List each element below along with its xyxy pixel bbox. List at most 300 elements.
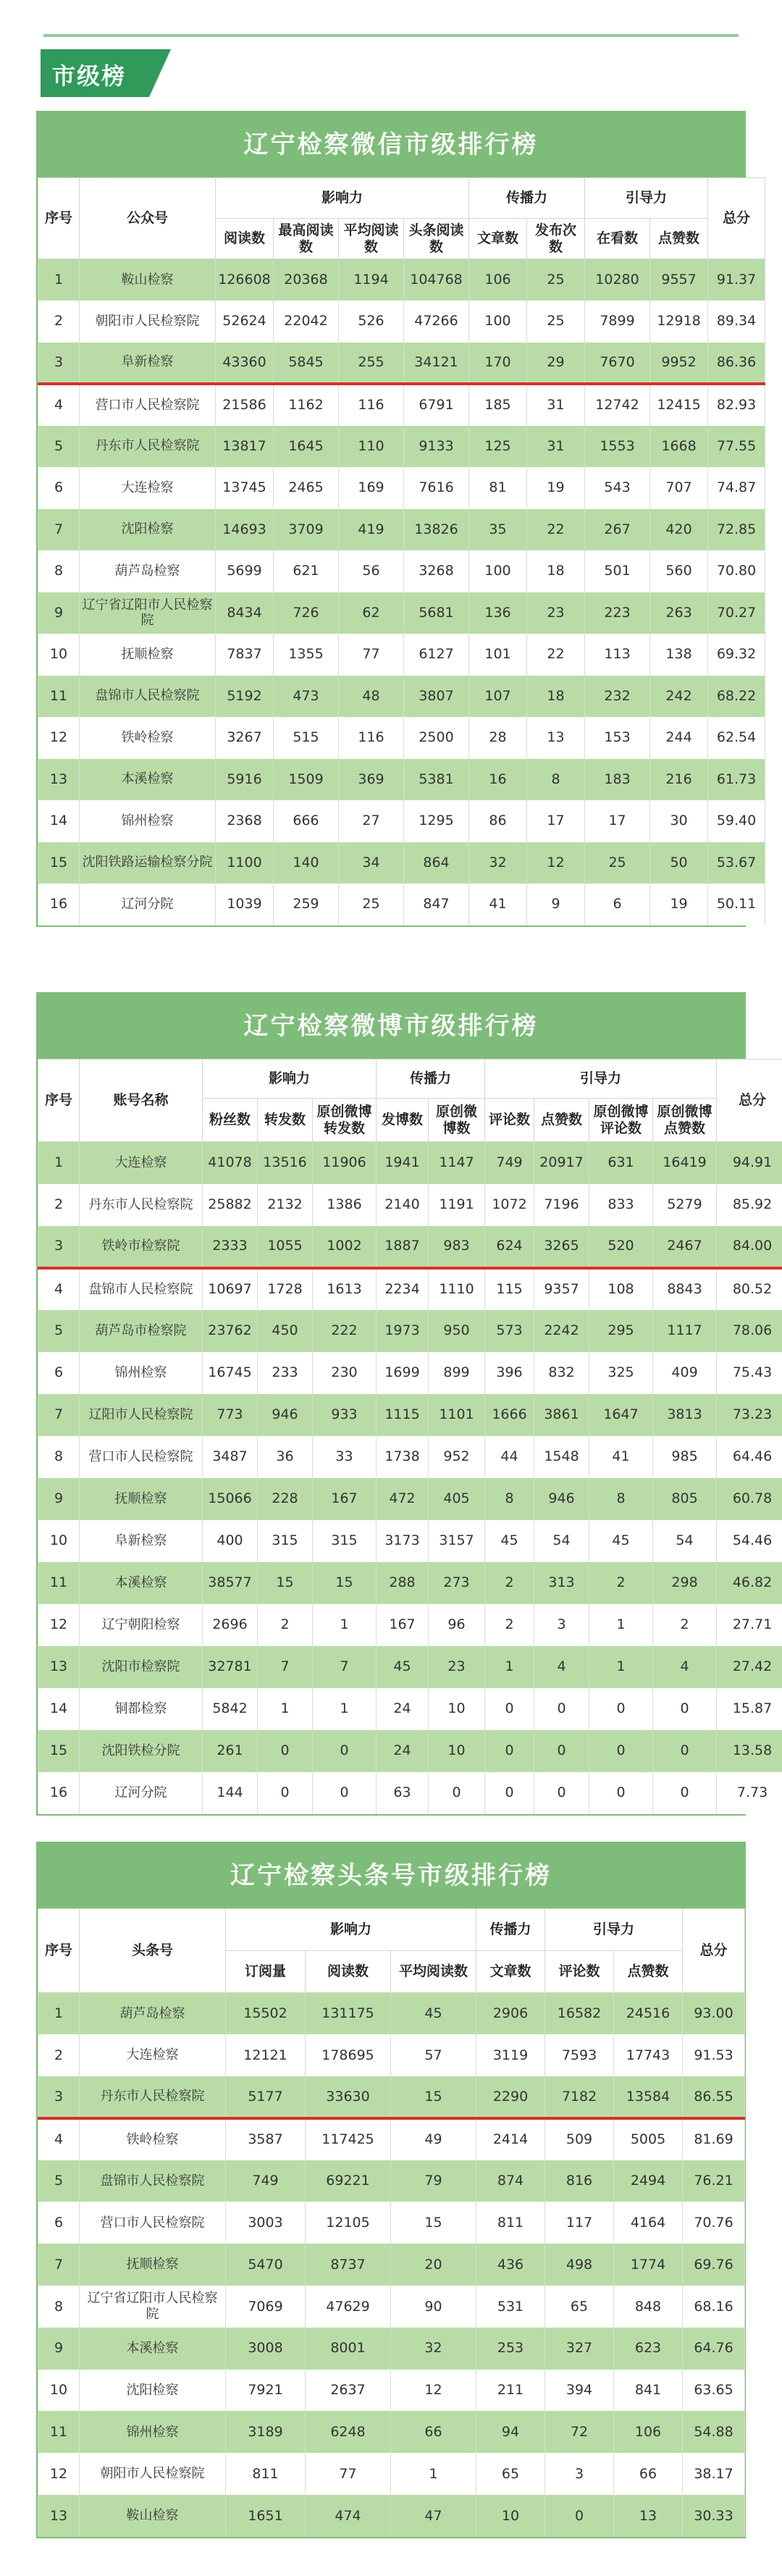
table-row [38,2453,745,2495]
total-score-cell: 46.82 [717,1562,782,1604]
metric-cell: 110 [339,426,404,468]
metric-cell: 65 [545,2286,614,2328]
rank-cell: 11 [38,1562,80,1604]
table-row [38,509,765,551]
metric-cell: 106 [469,259,527,301]
metric-cell: 2906 [476,1993,545,2035]
metric-cell: 54 [534,1520,589,1562]
rank-cell: 9 [38,2328,80,2370]
col-reads-header: 阅读数 [306,1951,391,1993]
total-score-cell: 54.88 [683,2411,745,2453]
rank-cell: 6 [38,2202,80,2244]
metric-cell: 1699 [377,1352,429,1394]
metric-cell: 167 [313,1478,377,1520]
col-orig-comments-header: 原创微博评论数 [589,1099,653,1142]
metric-cell: 3265 [534,1226,589,1268]
metric-cell: 7593 [545,2034,614,2076]
metric-cell: 77 [306,2453,391,2495]
total-score-cell: 68.16 [683,2286,745,2328]
metric-cell: 25 [527,301,585,343]
metric-cell: 16419 [653,1142,717,1184]
col-viewing-header: 在看数 [585,219,650,259]
col-articles-header: 文章数 [469,219,527,259]
account-name-cell: 葫芦岛市检察院 [80,1310,203,1352]
account-name-cell: 盘锦市人民检察院 [80,2160,226,2202]
account-name-cell: 锦州检察 [80,2411,226,2453]
metric-cell: 136 [469,592,527,634]
metric-cell: 47 [391,2495,476,2537]
account-name-cell: 铁岭检察 [80,717,216,759]
metric-cell: 1 [313,1604,377,1646]
metric-cell: 34 [339,842,404,884]
metric-cell: 8843 [653,1268,717,1310]
metric-cell: 1645 [274,426,339,468]
metric-cell: 933 [313,1394,377,1436]
table-row [38,301,765,343]
metric-cell: 2 [589,1562,653,1604]
metric-cell: 474 [306,2495,391,2537]
rank-cell: 2 [38,2034,80,2076]
metric-cell: 3173 [377,1520,429,1562]
metric-cell: 12 [527,842,585,884]
account-name-cell: 抚顺检察 [80,2244,226,2286]
metric-cell: 13584 [614,2076,683,2118]
metric-cell: 17743 [614,2034,683,2076]
metric-cell: 3189 [226,2411,306,2453]
total-score-cell: 64.76 [683,2328,745,2370]
metric-cell: 3157 [429,1520,485,1562]
rank-cell: 12 [38,1604,80,1646]
metric-cell: 6127 [404,634,469,676]
metric-cell: 8 [485,1478,534,1520]
table-row [38,676,765,718]
metric-cell: 10697 [203,1268,258,1310]
account-name-cell: 朝阳市人民检察院 [80,301,216,343]
col-orig-posts-header: 原创微博数 [429,1099,485,1142]
rank-cell: 7 [38,1394,80,1436]
metric-cell: 773 [203,1394,258,1436]
group-influence-header: 影响力 [226,1909,476,1951]
metric-cell: 0 [589,1772,653,1814]
metric-cell: 23 [527,592,585,634]
col-max-reads-header: 最高阅读数 [274,219,339,259]
table-row [38,1268,782,1310]
metric-cell: 3008 [226,2328,306,2370]
metric-cell: 16 [469,759,527,801]
metric-cell: 864 [404,842,469,884]
metric-cell: 72 [545,2411,614,2453]
rank-cell: 7 [38,509,80,551]
metric-cell: 2637 [306,2370,391,2412]
metric-cell: 169 [339,467,404,509]
metric-cell: 54 [653,1520,717,1562]
toutiao-ranking-panel [36,1842,746,2538]
total-score-cell: 84.00 [717,1226,782,1268]
metric-cell: 69221 [306,2160,391,2202]
metric-cell: 19 [527,467,585,509]
metric-cell: 1668 [650,426,708,468]
metric-cell: 848 [614,2286,683,2328]
metric-cell: 1941 [377,1142,429,1184]
account-name-cell: 沈阳市检察院 [80,1646,203,1688]
metric-cell: 20368 [274,259,339,301]
rank-cell: 2 [38,1184,80,1226]
metric-cell: 41 [469,884,527,926]
metric-cell: 27 [339,800,404,842]
metric-cell: 5845 [274,343,339,385]
table-row [38,467,765,509]
metric-cell: 16582 [545,1993,614,2035]
col-total-header: 总分 [683,1909,745,1993]
metric-cell: 10280 [585,259,650,301]
account-name-cell: 鞍山检察 [80,259,216,301]
table-row [38,2370,745,2412]
metric-cell: 288 [377,1562,429,1604]
metric-cell: 15066 [203,1478,258,1520]
metric-cell: 1147 [429,1142,485,1184]
metric-cell: 45 [589,1520,653,1562]
metric-cell: 211 [476,2370,545,2412]
metric-cell: 7182 [545,2076,614,2118]
metric-cell: 3861 [534,1394,589,1436]
col-avg-reads-header: 平均阅读数 [391,1951,476,1993]
metric-cell: 24516 [614,1993,683,2035]
metric-cell: 261 [203,1730,258,1772]
metric-cell: 811 [476,2202,545,2244]
account-name-cell: 营口市人民检察院 [80,1436,203,1478]
wechat-ranking-title: 辽宁检察微信市级排行榜 [38,112,744,177]
metric-cell: 170 [469,343,527,385]
table-row [38,259,765,301]
total-score-cell: 27.42 [717,1646,782,1688]
metric-cell: 1191 [429,1184,485,1226]
total-score-cell: 60.78 [717,1478,782,1520]
metric-cell: 7 [258,1646,313,1688]
metric-cell: 12415 [650,384,708,426]
metric-cell: 4 [534,1646,589,1688]
metric-cell: 3267 [216,717,274,759]
metric-cell: 10 [429,1730,485,1772]
table-row [38,550,765,592]
metric-cell: 899 [429,1352,485,1394]
metric-cell: 11906 [313,1142,377,1184]
metric-cell: 19 [650,884,708,926]
col-likes-header: 点赞数 [614,1951,683,1993]
account-name-cell: 盘锦市人民检察院 [80,676,216,718]
metric-cell: 1887 [377,1226,429,1268]
group-spread-header: 传播力 [377,1060,485,1099]
metric-cell: 621 [274,550,339,592]
metric-cell: 9133 [404,426,469,468]
rank-cell: 5 [38,426,80,468]
metric-cell: 1651 [226,2495,306,2537]
total-score-cell: 93.00 [683,1993,745,2035]
account-name-cell: 阜新检察 [80,343,216,385]
rank-cell: 8 [38,550,80,592]
metric-cell: 1774 [614,2244,683,2286]
metric-cell: 17 [527,800,585,842]
metric-cell: 22 [527,509,585,551]
metric-cell: 5177 [226,2076,306,2118]
table-row [38,1184,782,1226]
total-score-cell: 70.27 [708,592,765,634]
metric-cell: 12742 [585,384,650,426]
table-row [38,1772,782,1814]
table-row [38,2034,745,2076]
metric-cell: 1072 [485,1184,534,1226]
metric-cell: 1 [589,1604,653,1646]
metric-cell: 23 [429,1646,485,1688]
rank-cell: 11 [38,676,80,718]
account-name-cell: 抚顺检察 [80,634,216,676]
col-account-header: 头条号 [80,1909,226,1993]
rank-cell: 4 [38,1268,80,1310]
metric-cell: 1194 [339,259,404,301]
metric-cell: 20917 [534,1142,589,1184]
table-row [38,2411,745,2453]
metric-cell: 5699 [216,550,274,592]
metric-cell: 450 [258,1310,313,1352]
metric-cell: 244 [650,717,708,759]
metric-cell: 107 [469,676,527,718]
metric-cell: 9 [527,884,585,926]
rank-cell: 16 [38,1772,80,1814]
weibo-ranking-table [38,1059,782,1814]
metric-cell: 833 [589,1184,653,1226]
metric-cell: 14693 [216,509,274,551]
table-row [38,343,765,385]
metric-cell: 52624 [216,301,274,343]
total-score-cell: 85.92 [717,1184,782,1226]
table-row [38,634,765,676]
metric-cell: 515 [274,717,339,759]
rank-cell: 7 [38,2244,80,2286]
metric-cell: 805 [653,1478,717,1520]
metric-cell: 116 [339,717,404,759]
metric-cell: 22 [527,634,585,676]
metric-cell: 23762 [203,1310,258,1352]
col-articles-header: 文章数 [476,1951,545,1993]
metric-cell: 31 [527,384,585,426]
table-row [38,426,765,468]
metric-cell: 0 [313,1772,377,1814]
metric-cell: 4164 [614,2202,683,2244]
rank-cell: 3 [38,1226,80,1268]
table-row [38,1562,782,1604]
metric-cell: 847 [404,884,469,926]
col-comments-header: 评论数 [545,1951,614,1993]
account-name-cell: 沈阳检察 [80,509,216,551]
metric-cell: 10 [429,1688,485,1730]
metric-cell: 79 [391,2160,476,2202]
metric-cell: 222 [313,1310,377,1352]
metric-cell: 36 [258,1436,313,1478]
weibo-ranking-title: 辽宁检察微博市级排行榜 [38,994,744,1059]
metric-cell: 7196 [534,1184,589,1226]
metric-cell: 874 [476,2160,545,2202]
col-orig-reposts-header: 原创微博转发数 [313,1099,377,1142]
metric-cell: 420 [650,509,708,551]
wechat-ranking-body [38,259,765,926]
metric-cell: 66 [391,2411,476,2453]
metric-cell: 509 [545,2118,614,2160]
col-head-reads-header: 头条阅读数 [404,219,469,259]
rank-cell: 13 [38,759,80,801]
account-name-cell: 丹东市人民检察院 [80,1184,203,1226]
total-score-cell: 62.54 [708,717,765,759]
metric-cell: 3587 [226,2118,306,2160]
metric-cell: 12105 [306,2202,391,2244]
metric-cell: 1666 [485,1394,534,1436]
total-score-cell: 91.37 [708,259,765,301]
metric-cell: 472 [377,1478,429,1520]
metric-cell: 832 [534,1352,589,1394]
metric-cell: 35 [469,509,527,551]
metric-cell: 8 [527,759,585,801]
metric-cell: 0 [485,1688,534,1730]
metric-cell: 117 [545,2202,614,2244]
metric-cell: 115 [485,1268,534,1310]
total-score-cell: 80.52 [717,1268,782,1310]
metric-cell: 8 [589,1478,653,1520]
metric-cell: 7 [313,1646,377,1688]
table-row [38,884,765,926]
col-account-header: 公众号 [80,178,216,259]
table-row [38,759,765,801]
rank-cell: 14 [38,1688,80,1730]
metric-cell: 47629 [306,2286,391,2328]
metric-cell: 0 [589,1730,653,1772]
metric-cell: 8434 [216,592,274,634]
account-name-cell: 辽宁省辽阳市人民检察院 [80,592,216,634]
metric-cell: 25 [527,259,585,301]
group-spread-header: 传播力 [476,1909,545,1951]
metric-cell: 3268 [404,550,469,592]
metric-cell: 138 [650,634,708,676]
account-name-cell: 辽河分院 [80,884,216,926]
metric-cell: 183 [585,759,650,801]
table-row [38,1604,782,1646]
metric-cell: 2132 [258,1184,313,1226]
col-likes-header: 点赞数 [650,219,708,259]
metric-cell: 43360 [216,343,274,385]
metric-cell: 20 [391,2244,476,2286]
metric-cell: 9952 [650,343,708,385]
rank-cell: 4 [38,2118,80,2160]
metric-cell: 0 [589,1688,653,1730]
metric-cell: 6248 [306,2411,391,2453]
total-score-cell: 94.91 [717,1142,782,1184]
table-row [38,717,765,759]
metric-cell: 5842 [203,1688,258,1730]
group-influence-header: 影响力 [203,1060,377,1099]
col-account-header: 账号名称 [80,1060,203,1142]
account-name-cell: 丹东市人民检察院 [80,2076,226,2118]
metric-cell: 2368 [216,800,274,842]
total-score-cell: 50.11 [708,884,765,926]
account-name-cell: 辽河分院 [80,1772,203,1814]
metric-cell: 0 [534,1772,589,1814]
metric-cell: 255 [339,343,404,385]
col-posts-header: 发博数 [377,1099,429,1142]
metric-cell: 253 [476,2328,545,2370]
total-score-cell: 68.22 [708,676,765,718]
metric-cell: 30 [650,800,708,842]
metric-cell: 3813 [653,1394,717,1436]
metric-cell: 25 [585,842,650,884]
metric-cell: 419 [339,509,404,551]
metric-cell: 31 [527,426,585,468]
rank-cell: 15 [38,1730,80,1772]
total-score-cell: 86.55 [683,2076,745,2118]
table-row [38,2160,745,2202]
metric-cell: 4 [653,1646,717,1688]
metric-cell: 117425 [306,2118,391,2160]
col-avg-reads-header: 平均阅读数 [339,219,404,259]
metric-cell: 631 [589,1142,653,1184]
metric-cell: 3119 [476,2034,545,2076]
account-name-cell: 本溪检察 [80,2328,226,2370]
metric-cell: 22042 [274,301,339,343]
total-score-cell: 91.53 [683,2034,745,2076]
metric-cell: 38577 [203,1562,258,1604]
metric-cell: 66 [614,2453,683,2495]
metric-cell: 140 [274,842,339,884]
metric-cell: 185 [469,384,527,426]
metric-cell: 12121 [226,2034,306,2076]
metric-cell: 0 [485,1730,534,1772]
total-score-cell: 73.23 [717,1394,782,1436]
table-row [38,1730,782,1772]
total-score-cell: 7.73 [717,1772,782,1814]
metric-cell: 327 [545,2328,614,2370]
metric-cell: 113 [585,634,650,676]
metric-cell: 100 [469,550,527,592]
metric-cell: 2467 [653,1226,717,1268]
account-name-cell: 锦州检察 [80,1352,203,1394]
metric-cell: 24 [377,1688,429,1730]
group-influence-header: 影响力 [216,178,469,219]
account-name-cell: 辽宁朝阳检察 [80,1604,203,1646]
metric-cell: 144 [203,1772,258,1814]
metric-cell: 94 [476,2411,545,2453]
col-reads-header: 阅读数 [216,219,274,259]
metric-cell: 21586 [216,384,274,426]
rank-cell: 10 [38,1520,80,1562]
metric-cell: 405 [429,1478,485,1520]
metric-cell: 0 [653,1688,717,1730]
metric-cell: 15 [258,1562,313,1604]
total-score-cell: 76.21 [683,2160,745,2202]
metric-cell: 0 [534,1730,589,1772]
rank-cell: 8 [38,2286,80,2328]
metric-cell: 108 [589,1268,653,1310]
account-name-cell: 大连检察 [80,1142,203,1184]
table-row [38,1646,782,1688]
metric-cell: 259 [274,884,339,926]
metric-cell: 41078 [203,1142,258,1184]
total-score-cell: 27.71 [717,1604,782,1646]
col-posts-header: 发布次数 [527,219,585,259]
col-rank-header: 序号 [38,1060,80,1142]
metric-cell: 101 [469,634,527,676]
account-name-cell: 葫芦岛检察 [80,1993,226,2035]
metric-cell: 56 [339,550,404,592]
col-orig-likes-header: 原创微博点赞数 [653,1099,717,1142]
metric-cell: 47266 [404,301,469,343]
metric-cell: 5279 [653,1184,717,1226]
metric-cell: 3003 [226,2202,306,2244]
